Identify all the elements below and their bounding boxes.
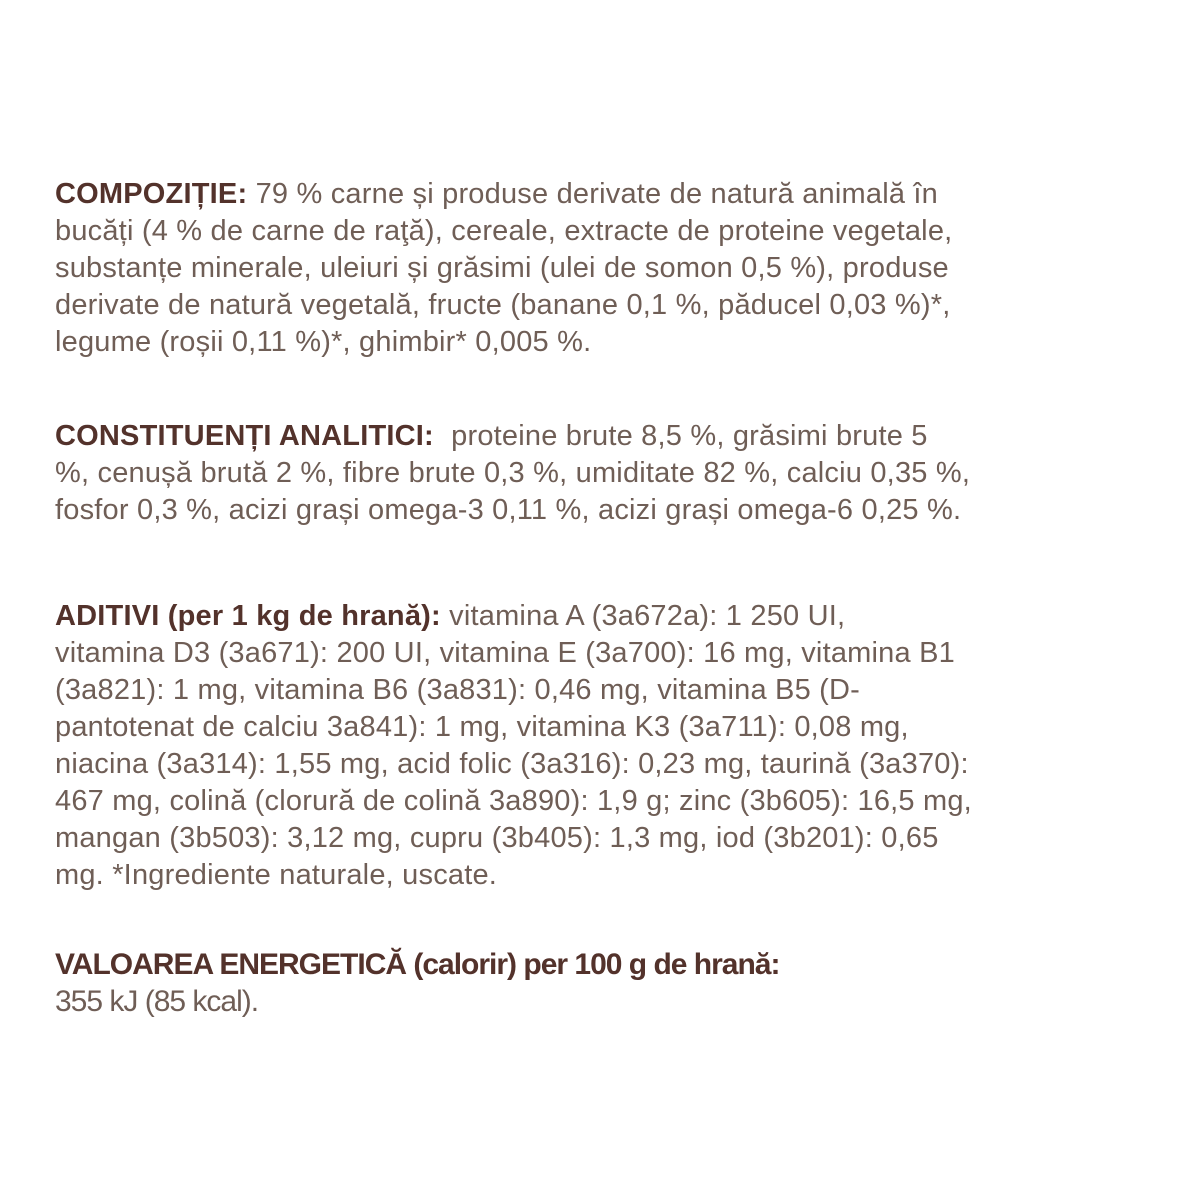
energy-value-text: 355 kJ (85 kcal). [55,985,259,1018]
section-aditivi [55,598,1145,894]
text-line-rest: 79 % carne și produse derivate de natură animală în [247,178,939,210]
section-constituenti-analitici [55,418,1145,529]
text-line: fosfor 0,3 %, acizi grași omega-3 0,11 %, acizi grași omega-6 0,25 %. [55,494,962,526]
text-line [55,176,1145,213]
aditivi-heading: ADITIVI (per 1 kg de hrană): [55,600,441,632]
text-line [55,946,1145,983]
text-line [55,418,1145,455]
text-line: bucăți (4 % de carne de raţă), cereale, extracte de proteine vegetale, [55,215,953,247]
text-line [55,598,1145,635]
text-line-rest: vitamina A (3a672a): 1 250 UI, [440,600,846,632]
compozitie-heading: COMPOZIȚIE: [55,178,248,210]
text-line: niacina (3a314): 1,55 mg, acid folic (3a316): 0,23 mg, taurină (3a370): [55,748,969,780]
valoarea-energetica-heading: VALOAREA ENERGETICĂ (calorir) per 100 g de hrană: [55,948,780,981]
constituenti-analitici-heading: CONSTITUENȚI ANALITICI: [55,420,434,452]
text-line: (3a821): 1 mg, vitamina B6 (3a831): 0,46 mg, vitamina B5 (D- [55,674,861,706]
text-line-rest: proteine brute 8,5 %, grăsimi brute 5 [442,420,928,452]
text-line: 467 mg, colină (clorură de colină 3a890): 1,9 g; zinc (3b605): 16,5 mg, [55,785,972,817]
text-line: %, cenușă brută 2 %, fibre brute 0,3 %, umiditate 82 %, calciu 0,35 %, [55,457,971,489]
text-line: substanțe minerale, uleiuri și grăsimi (ulei de somon 0,5 %), produse [55,252,949,284]
text-line: mangan (3b503): 3,12 mg, cupru (3b405): 1,3 mg, iod (3b201): 0,65 [55,822,939,854]
text-line: legume (roșii 0,11 %)*, ghimbir* 0,005 %. [55,326,592,358]
text-line: derivate de natură vegetală, fructe (banane 0,1 %, păducel 0,03 %)*, [55,289,951,321]
text-line: pantotenat de calciu 3a841): 1 mg, vitamina K3 (3a711): 0,08 mg, [55,711,909,743]
text-line: mg. *Ingrediente naturale, uscate. [55,859,498,891]
text-line: vitamina D3 (3a671): 200 UI, vitamina E (3a700): 16 mg, vitamina B1 [55,637,955,669]
section-valoarea-energetica [55,946,1145,1020]
section-compozitie [55,176,1145,361]
label-text-column [55,176,1145,1020]
